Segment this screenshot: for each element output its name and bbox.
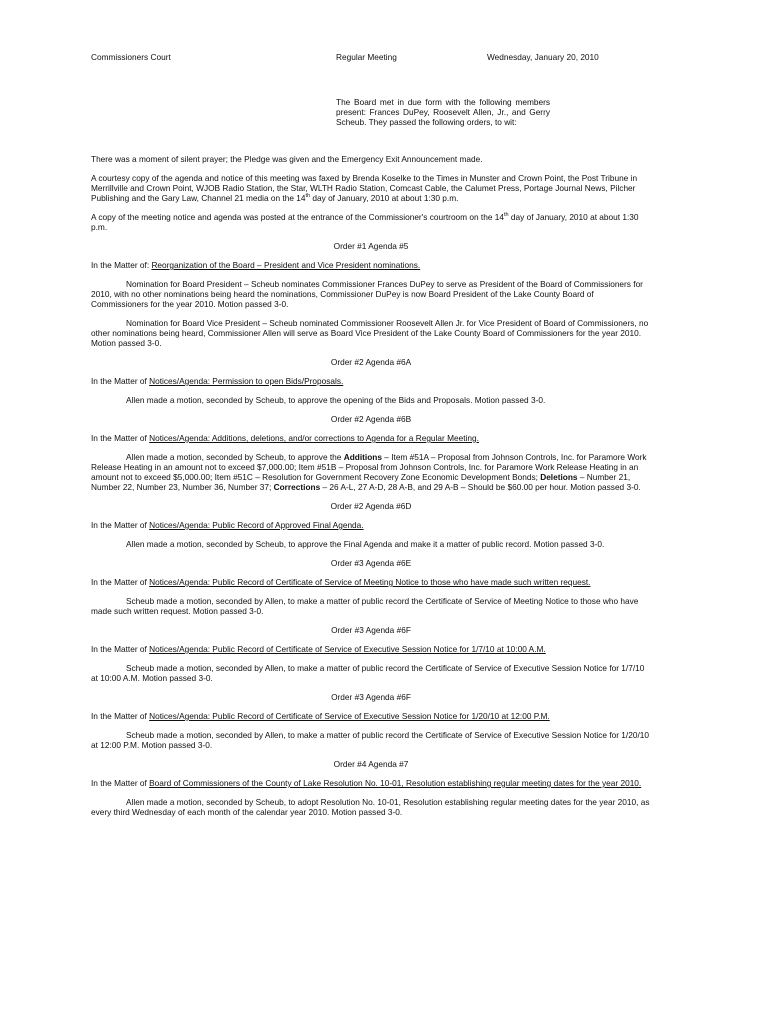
matter-line: In the Matter of Notices/Agenda: Public Record of Certificate of Service of Meeting Notice to those who have made such written request. (91, 577, 591, 587)
order-heading: Order #4 Agenda #7 (333, 759, 409, 769)
header-date: Wednesday, January 20, 2010 (487, 52, 599, 62)
order-paragraph: Allen made a motion, seconded by Scheub, to approve the Final Agenda and make it a matter of public record. Motion passed 3-0. (126, 539, 605, 549)
order-heading: Order #2 Agenda #6A (330, 357, 412, 367)
order-paragraph: Allen made a motion, seconded by Scheub, to approve the Additions – Item #51A – Proposal from Johnson Controls, Inc. for Paramore Work Release Heating in an amount not to exceed $7,000.00; Item #51B – Proposal from Johnson Controls, Inc. for Paramore Work Release Heating in an amount not to exceed $5,000.00; Item #51C – Resolution for Government Recovery Zone Economic Development Bonds; Deletions – Number 21, Number 22, Number 23, Number 36, Number 37; Corrections – 26 A-L, 27 A-D, 28 A-B, and 29 A-B – Should be $60.00 per hour. Motion passed 3-0. (91, 452, 647, 492)
matter-line: In the Matter of Board of Commissioners of the County of Lake Resolution No. 10-01, Resolution establishing regular meeting dates for the year 2010. (91, 778, 642, 788)
order-heading: Order #2 Agenda #6D (330, 501, 412, 511)
matter-line: In the Matter of Notices/Agenda: Public Record of Approved Final Agenda. (91, 520, 364, 530)
intro-paragraph: The Board met in due form with the following members present: Frances DuPey, Roosevelt Allen, Jr., and Gerry Scheub. They passed the following orders, to wit: (336, 97, 550, 127)
matter-line: In the Matter of Notices/Agenda: Public Record of Certificate of Service of Executive Session Notice for 1/20/10 at 12:00 P.M. (91, 711, 550, 721)
order-heading: Order #3 Agenda #6E (330, 558, 412, 568)
header-meeting-type: Regular Meeting (336, 52, 397, 62)
order-paragraph: Allen made a motion, seconded by Scheub, to adopt Resolution No. 10-01, Resolution establishing regular meeting dates for the year 2010, as every third Wednesday of each month of the calendar year 2010. Motion passed 3-0. (91, 797, 650, 817)
posted-paragraph: A copy of the meeting notice and agenda was posted at the entrance of the Commissioner's courtroom on the 14th day of January, 2010 at about 1:30 p.m. (91, 212, 639, 232)
header-court: Commissioners Court (91, 52, 171, 62)
matter-line: In the Matter of: Reorganization of the Board – President and Vice President nominations. (91, 260, 421, 270)
order-paragraph: Scheub made a motion, seconded by Allen, to make a matter of public record the Certificate of Service of Meeting Notice to those who have made such written request. Motion passed 3-0. (91, 596, 639, 616)
courtesy-paragraph: A courtesy copy of the agenda and notice of this meeting was faxed by Brenda Koselke to the Times in Munster and Crown Point, the Post Tribune in Merrillville and Crown Point, WJOB Radio Station, the Star, WLTH Radio Station, Comcast Cable, the Calumet Press, Portage Journal News, Pilcher Publishing and the Gary Law, Channel 21 media on the 14th day of January, 2010 at about 1:30 p.m. (91, 173, 638, 203)
order-paragraph: Scheub made a motion, seconded by Allen, to make a matter of public record the Certificate of Service of Executive Session Notice for 1/7/10 at 10:00 A.M. Motion passed 3-0. (91, 663, 645, 683)
prayer-paragraph: There was a moment of silent prayer; the Pledge was given and the Emergency Exit Announcement made. (91, 154, 483, 164)
order-heading: Order #2 Agenda #6B (330, 414, 412, 424)
matter-line: In the Matter of Notices/Agenda: Additions, deletions, and/or corrections to Agenda for a Regular Meeting. (91, 433, 479, 443)
order-paragraph: Nomination for Board President – Scheub nominates Commissioner Frances DuPey to serve as President of the Board of Commissioners for 2010, with no other nominations being heard the nominations, Commissioner DuPey is now Board President of the Lake County Board of Commissioners for the year 2010. Motion passed 3-0. (91, 279, 643, 309)
matter-line: In the Matter of Notices/Agenda: Permission to open Bids/Proposals. (91, 376, 344, 386)
order-paragraph: Allen made a motion, seconded by Scheub, to approve the opening of the Bids and Proposals. Motion passed 3-0. (126, 395, 546, 405)
order-heading: Order #3 Agenda #6F (331, 692, 411, 702)
matter-line: In the Matter of Notices/Agenda: Public Record of Certificate of Service of Executive Session Notice for 1/7/10 at 10:00 A.M. (91, 644, 546, 654)
minutes-body (91, 154, 651, 826)
order-heading: Order #1 Agenda #5 (333, 241, 409, 251)
order-heading: Order #3 Agenda #6F (331, 625, 411, 635)
order-paragraph: Nomination for Board Vice President – Scheub nominated Commissioner Roosevelt Allen Jr. for Vice President of Board of Commissioners, no other nominations being heard, Commissioner Allen will serve as Board Vice President of the Lake County Board of Commissioners for the year 2010. Motion passed 3-0. (91, 318, 649, 348)
order-paragraph: Scheub made a motion, seconded by Allen, to make a matter of public record the Certificate of Service of Executive Session Notice for 1/20/10 at 12:00 P.M. Motion passed 3-0. (91, 730, 649, 750)
